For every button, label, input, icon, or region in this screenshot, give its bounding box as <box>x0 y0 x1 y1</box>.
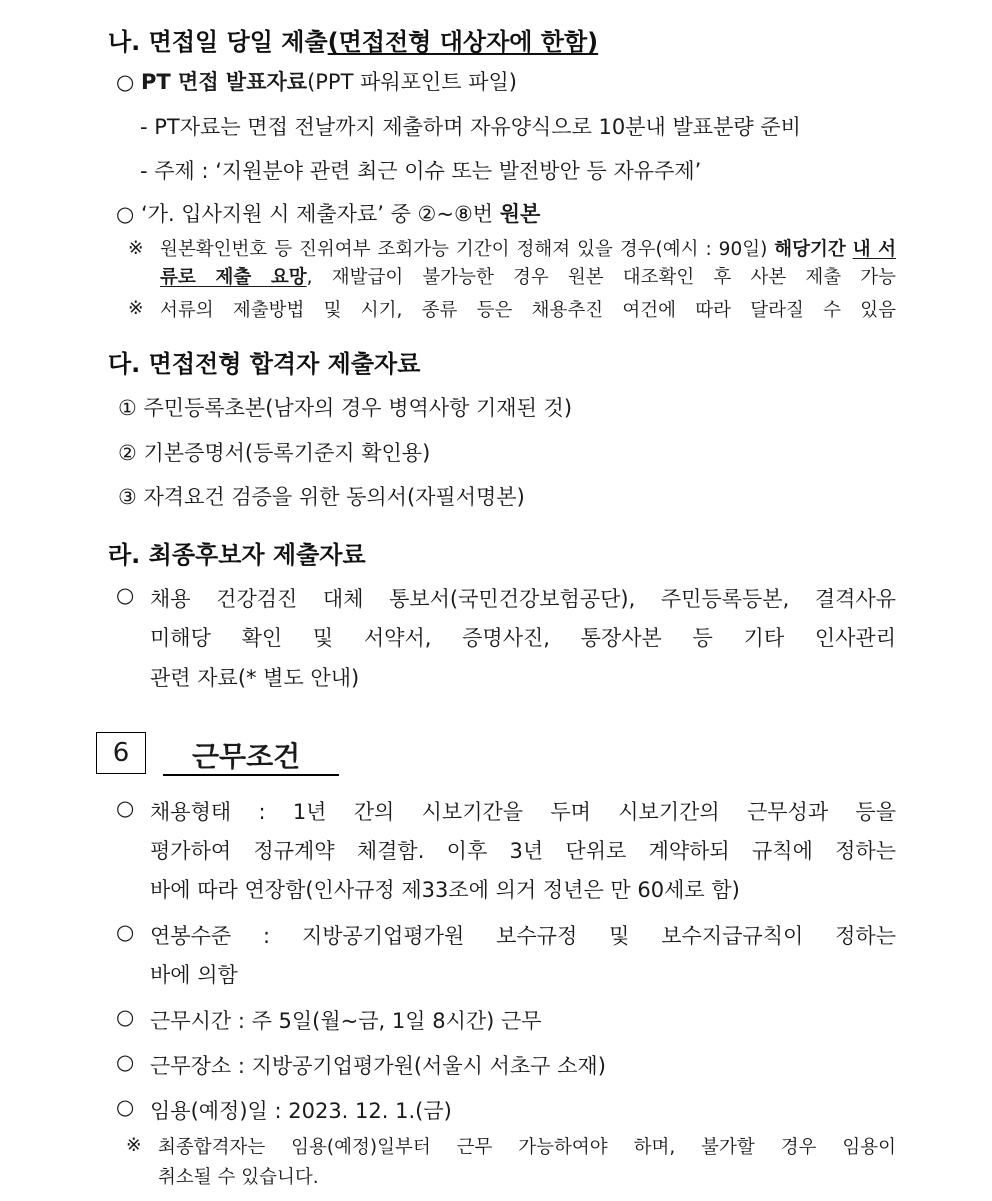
note-1-bold-b: 내 서류로 제출 요망 <box>160 239 896 288</box>
pt-dash-2: - 주제 : ‘지원분야 관련 최근 이슈 또는 발전방안 등 자유주제’ <box>140 159 702 183</box>
pt-material-item <box>116 66 517 96</box>
salary-line-1: 연봉수준 : 지방공기업평가원 보수규정 및 보수지급규칙이 정하는 <box>150 924 896 948</box>
salary-bullet: ○ <box>116 920 135 944</box>
hours-bullet: ○ <box>116 1005 135 1029</box>
note-2: 서류의 제출방법 및 시기, 종류 등은 채용추진 여건에 따라 달라질 수 있음 <box>160 300 896 321</box>
da-item-1: ① 주민등록초본(남자의 경우 병역사항 기재된 것) <box>118 396 573 420</box>
bullet: ○ <box>116 70 141 94</box>
section-da-title: 다. 면접전형 합격자 제출자료 <box>108 350 421 378</box>
pt-dash-1: - PT자료는 면접 전날까지 제출하며 자유양식으로 10분내 발표분량 준비 <box>140 115 801 139</box>
start-bullet: ○ <box>116 1095 135 1119</box>
employment-type-line-3: 바에 따라 연장함(인사규정 제33조에 의거 정년은 만 60세로 함) <box>150 878 740 902</box>
section-6-title: 근무조건 <box>192 740 301 773</box>
employment-type-line-2: 평가하여 정규계약 체결함. 이후 3년 단위로 계약하되 규칙에 정하는 <box>150 839 896 863</box>
note-1-bold-a: 해당기간 <box>774 239 846 260</box>
da-item-2: ② 기본증명서(등록기준지 확인용) <box>118 441 431 465</box>
ra-line-1: 채용 건강검진 대체 통보서(국민건강보험공단), 주민등록등본, 결격사유 <box>150 587 896 611</box>
pt-material-label: PT 면접 발표자료 <box>141 70 308 94</box>
section-na-title-note: (면접전형 대상자에 한함) <box>327 28 599 56</box>
note-mark-1: ※ <box>128 238 144 259</box>
note-mark-2: ※ <box>128 298 144 319</box>
final-note-line-1: 최종합격자는 임용(예정)일부터 근무 가능하여야 하며, 불가할 경우 임용이 <box>158 1137 896 1158</box>
original-docs-bold: 원본 <box>499 202 541 226</box>
employment-type-line-1: 채용형태 : 1년 간의 시보기간을 두며 시보기간의 근무성과 등을 <box>150 800 896 824</box>
final-note-mark: ※ <box>126 1135 142 1156</box>
ra-line-3: 관련 자료(* 별도 안내) <box>150 666 360 690</box>
final-note-line-2: 취소될 수 있습니다. <box>158 1167 319 1188</box>
note-1 <box>160 236 896 292</box>
place-bullet: ○ <box>116 1050 135 1074</box>
ra-bullet: ○ <box>116 583 135 607</box>
note-1-text-end: , 재발급이 불가능한 경우 원본 대조확인 후 사본 제출 가능 <box>306 267 897 288</box>
note-1-text: 원본확인번호 등 진위여부 조회가능 기간이 정해져 있을 경우(예시 : 90일) <box>160 239 775 260</box>
section-ra-title: 라. 최종후보자 제출자료 <box>108 541 366 569</box>
section-number-box: 6 <box>96 732 146 774</box>
salary-line-2: 바에 의함 <box>150 963 238 987</box>
section-na-heading <box>108 22 598 57</box>
original-docs-item <box>116 198 540 228</box>
work-hours: 근무시간 : 주 5일(월~금, 1일 8시간) 근무 <box>150 1009 542 1033</box>
original-docs-text: ○ ‘가. 입사지원 시 제출자료’ 중 ②~⑧번 <box>116 202 500 226</box>
emp-bullet: ○ <box>116 796 135 820</box>
pt-material-desc: (PPT 파워포인트 파일) <box>307 70 517 94</box>
da-item-3: ③ 자격요건 검증을 위한 동의서(자필서명본) <box>118 485 525 509</box>
section-na-title: 나. 면접일 당일 제출 <box>108 28 328 56</box>
work-place: 근무장소 : 지방공기업평가원(서울시 서초구 소재) <box>150 1054 606 1078</box>
ra-line-2: 미해당 확인 및 서약서, 증명사진, 통장사본 등 기타 인사관리 <box>150 626 896 650</box>
section-title-rule <box>163 774 339 776</box>
start-date: 임용(예정)일 : 2023. 12. 1.(금) <box>150 1099 452 1123</box>
